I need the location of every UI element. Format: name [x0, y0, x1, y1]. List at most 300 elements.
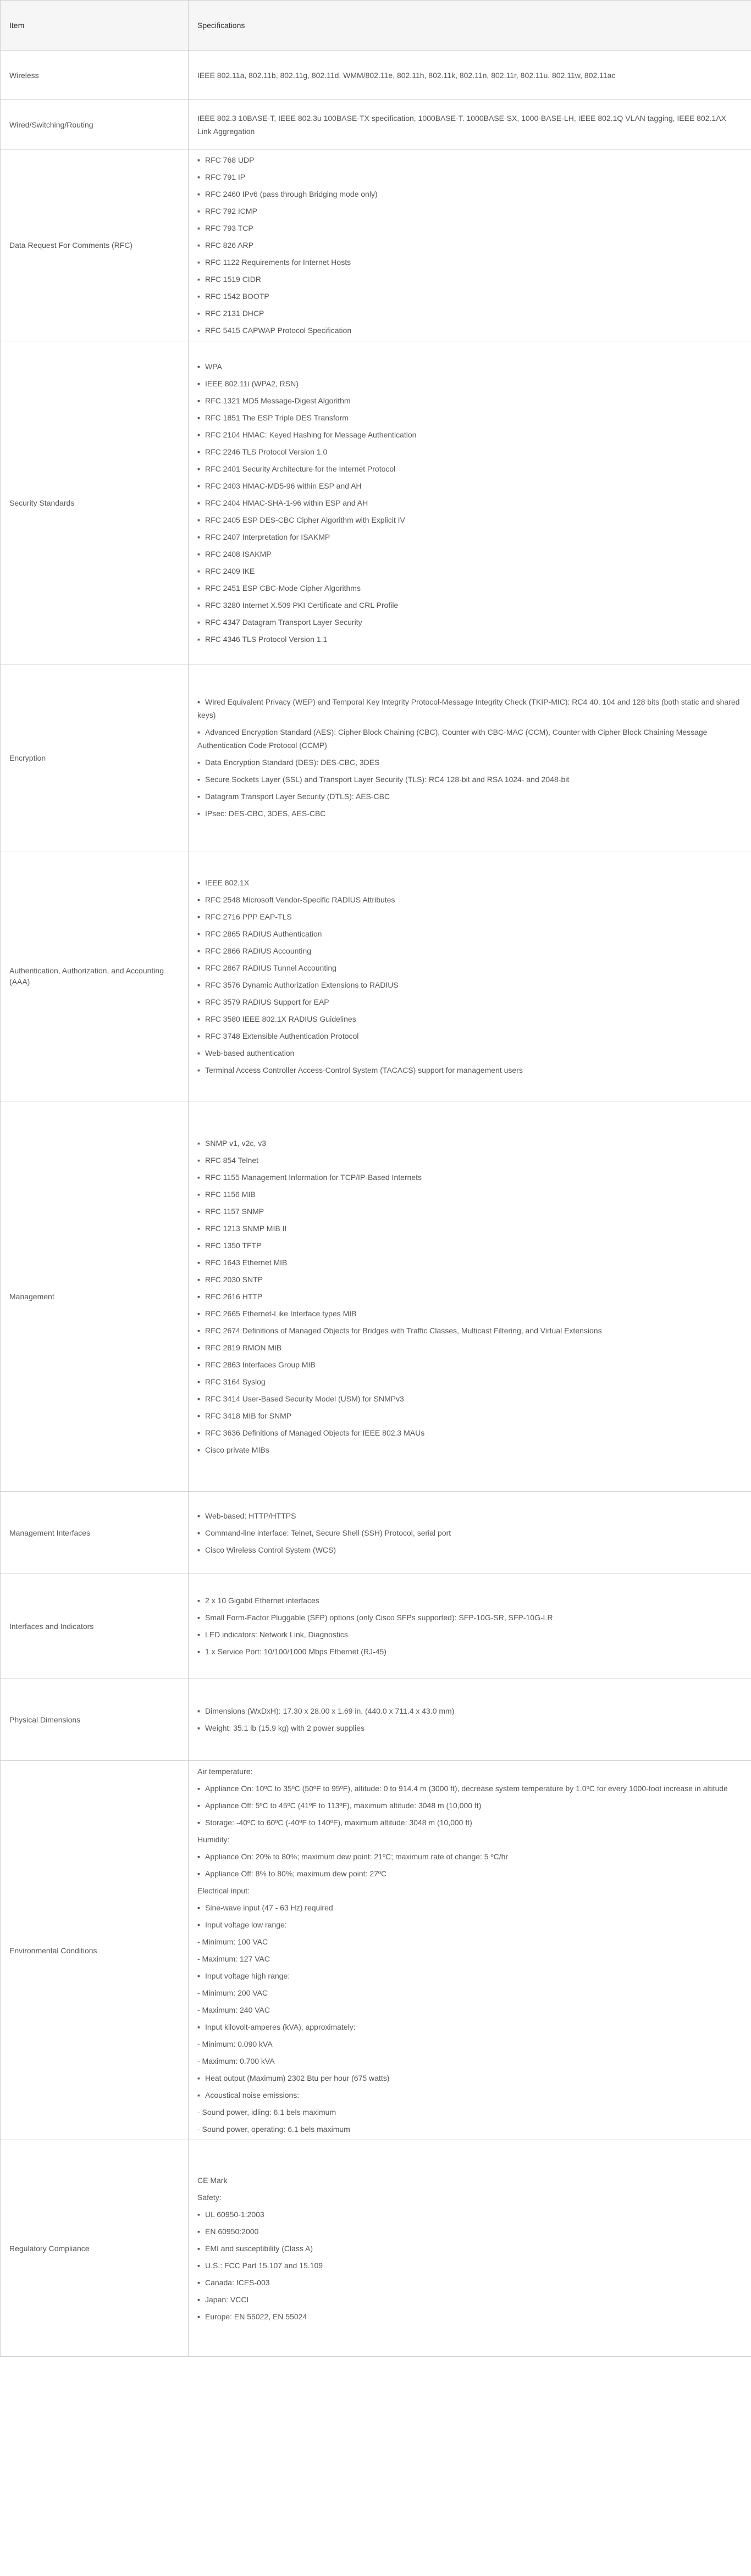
specification-list: [197, 1594, 742, 1658]
table-header-row: [1, 1, 751, 51]
bullet-icon: ▪: [197, 997, 200, 1006]
list-item: [197, 2106, 742, 2119]
bullet-icon: ▪: [197, 1445, 200, 1454]
list-item-text: RFC 1122 Requirements for Internet Hosts: [205, 258, 351, 267]
list-item-text: Safety:: [197, 2192, 222, 2202]
bullet-icon: ▪: [197, 2295, 200, 2304]
list-item: [197, 2242, 742, 2255]
list-item: [197, 1046, 742, 1060]
bullet-icon: ▪: [197, 634, 200, 644]
list-item: [197, 496, 742, 509]
bullet-icon: ▪: [197, 1343, 200, 1352]
bullet-icon: ▪: [197, 1724, 200, 1732]
list-item-text: RFC 2404 HMAC-SHA-1-96 within ESP and AH: [205, 498, 368, 507]
list-item-text: RFC 1519 CIDR: [205, 275, 261, 284]
table-row: [1, 2140, 751, 2357]
list-item-text: Input voltage high range:: [205, 1971, 290, 1980]
list-item-text: RFC 2030 SNTP: [205, 1275, 263, 1284]
list-item-text: Appliance Off: 8% to 80%; maximum dew point: 27ºC: [205, 1869, 387, 1878]
list-item: [197, 290, 742, 303]
list-item-text: WPA: [205, 362, 222, 371]
list-item: [197, 1901, 742, 1914]
specification-list: [197, 876, 742, 1077]
bullet-icon: ▪: [197, 224, 200, 232]
list-item: [197, 2191, 742, 2204]
list-item-text: RFC 791 IP: [205, 173, 246, 181]
list-item: [197, 756, 742, 769]
list-item-text: - Maximum: 0.700 kVA: [197, 2057, 275, 2065]
bullet-icon: ▪: [197, 1048, 200, 1057]
list-item-text: RFC 2405 ESP DES-CBC Cipher Algorithm with Explicit IV: [205, 515, 405, 524]
list-item: [197, 1273, 742, 1286]
list-item: [197, 411, 742, 424]
list-item-text: RFC 3576 Dynamic Authorization Extensions to RADIUS: [205, 980, 399, 989]
list-item-text: Storage: -40ºC to 60ºC (-40ºF to 140ºF), maximum altitude: 3048 m (10,000 ft): [205, 1818, 472, 1827]
list-item-text: Cisco Wireless Control System (WCS): [205, 1545, 336, 1554]
list-item: [197, 1392, 742, 1405]
bullet-icon: ▪: [197, 258, 200, 267]
bullet-icon: ▪: [197, 1545, 200, 1554]
list-item: [197, 1628, 742, 1641]
bullet-icon: ▪: [197, 1189, 200, 1199]
bullet-icon: ▪: [197, 809, 200, 818]
list-item-text: RFC 1643 Ethernet MIB: [205, 1257, 288, 1267]
list-item: [197, 2276, 742, 2289]
bullet-icon: ▪: [197, 946, 200, 955]
list-item: [197, 1188, 742, 1201]
list-item-text: RFC 4347 Datagram Transport Layer Security: [205, 617, 362, 627]
list-item: [197, 513, 742, 527]
list-item: [197, 1012, 742, 1026]
header-specifications: Specifications: [189, 1, 751, 51]
list-item: [197, 153, 742, 167]
bullet-icon: ▪: [197, 2209, 200, 2219]
list-item-text: RFC 2866 RADIUS Accounting: [205, 946, 311, 955]
bullet-icon: ▪: [197, 1971, 200, 1980]
list-item: [197, 927, 742, 940]
list-item: [197, 1358, 742, 1371]
bullet-icon: ▪: [197, 1377, 200, 1386]
list-item-text: EMI and susceptibility (Class A): [205, 2243, 313, 2253]
list-item: [197, 1324, 742, 1337]
list-item: [197, 1509, 742, 1522]
list-item: [197, 995, 742, 1009]
list-item: [197, 725, 742, 752]
list-item: [197, 633, 742, 646]
list-item: [197, 1918, 742, 1931]
list-item: [197, 2020, 742, 2034]
table-row: [1, 1492, 751, 1574]
list-item-text: RFC 1350 TFTP: [205, 1240, 262, 1250]
row-item-name: Regulatory Compliance: [1, 2140, 189, 2357]
list-item-text: Air temperature:: [197, 1767, 253, 1776]
list-item: [197, 1782, 742, 1795]
list-item: [197, 1594, 742, 1607]
list-item-text: Electrical input:: [197, 1886, 250, 1895]
list-item: [197, 1029, 742, 1043]
bullet-icon: ▪: [197, 617, 200, 627]
bullet-icon: ▪: [197, 1630, 200, 1639]
bullet-icon: ▪: [197, 413, 200, 422]
row-item-name: Encryption: [1, 664, 189, 851]
bullet-icon: ▪: [197, 362, 200, 371]
bullet-icon: ▪: [197, 1257, 200, 1267]
list-item: [197, 1969, 742, 1982]
list-item: [197, 1721, 742, 1735]
list-item-text: Cisco private MIBs: [205, 1445, 269, 1454]
list-item: [197, 944, 742, 957]
list-item: [197, 1256, 742, 1269]
bullet-icon: ▪: [197, 1818, 200, 1827]
row-specification: [189, 1492, 751, 1574]
list-item-text: RFC 2131 DHCP: [205, 309, 264, 318]
list-item: [197, 1205, 742, 1218]
row-specification: [189, 100, 751, 149]
list-item-text: RFC 1156 MIB: [205, 1189, 256, 1199]
bullet-icon: ▪: [197, 396, 200, 405]
list-item-text: LED indicators: Network Link, Diagnostics: [205, 1630, 348, 1639]
list-item-text: RFC 2548 Microsoft Vendor-Specific RADIUS Attributes: [205, 895, 395, 904]
bullet-icon: ▪: [197, 532, 200, 541]
bullet-icon: ▪: [197, 1360, 200, 1369]
list-item-text: RFC 2867 RADIUS Tunnel Accounting: [205, 963, 336, 972]
bullet-icon: ▪: [197, 1206, 200, 1216]
specification-list: [197, 1704, 742, 1735]
list-item: [197, 1307, 742, 1320]
list-item-text: RFC 3579 RADIUS Support for EAP: [205, 997, 329, 1006]
bullet-icon: ▪: [197, 1920, 200, 1929]
bullet-icon: ▪: [197, 1223, 200, 1233]
table-row: [1, 664, 751, 851]
list-item-text: RFC 1155 Management Information for TCP/IP-Based Internets: [205, 1172, 422, 1182]
list-item: [197, 2123, 742, 2136]
bullet-icon: ▪: [197, 878, 200, 887]
list-item: [197, 1952, 742, 1965]
list-item: [197, 1816, 742, 1829]
list-item: [197, 428, 742, 441]
list-item: [197, 1222, 742, 1235]
list-item-text: Humidity:: [197, 1835, 230, 1844]
list-item: [197, 360, 742, 373]
list-item-text: RFC 2451 ESP CBC-Mode Cipher Algorithms: [205, 583, 361, 592]
table-row: [1, 1678, 751, 1761]
list-item-text: CE Mark: [197, 2175, 228, 2185]
row-item-name: Environmental Conditions: [1, 1761, 189, 2140]
list-item-text: U.S.: FCC Part 15.107 and 15.109: [205, 2261, 323, 2270]
row-specification: [189, 1761, 751, 2140]
list-item-text: RFC 2408 ISAKMP: [205, 549, 272, 558]
specification-list: [197, 2174, 742, 2323]
bullet-icon: ▪: [197, 1155, 200, 1165]
list-item-text: RFC 3580 IEEE 802.1X RADIUS Guidelines: [205, 1014, 356, 1023]
list-item: [197, 790, 742, 803]
bullet-icon: ▪: [197, 379, 200, 388]
bullet-icon: ▪: [197, 275, 200, 284]
list-item: [197, 239, 742, 252]
specification-text: IEEE 802.3 10BASE-T, IEEE 802.3u 100BASE-TX specification, 1000BASE-T. 1000BASE-SX, 1000-BASE-LH, IEEE 802.1Q VLAN tagging, IEEE 802.1AX Link Aggregation: [197, 113, 726, 136]
list-item-text: RFC 5415 CAPWAP Protocol Specification: [205, 326, 352, 335]
list-item-text: RFC 2863 Interfaces Group MIB: [205, 1360, 316, 1369]
list-item-text: Acoustical noise emissions:: [205, 2091, 300, 2099]
list-item: [197, 2310, 742, 2323]
list-item-text: RFC 826 ARP: [205, 241, 253, 250]
bullet-icon: ▪: [197, 292, 200, 301]
bullet-icon: ▪: [197, 241, 200, 250]
bullet-icon: ▪: [197, 1647, 200, 1656]
bullet-icon: ▪: [197, 2261, 200, 2270]
list-item-text: - Minimum: 0.090 kVA: [197, 2040, 273, 2048]
list-item: [197, 394, 742, 407]
list-item: [197, 1375, 742, 1388]
bullet-icon: ▪: [197, 600, 200, 610]
list-item: [197, 1171, 742, 1184]
list-item-text: RFC 2865 RADIUS Authentication: [205, 929, 322, 938]
table-row: [1, 1574, 751, 1678]
list-item: [197, 1239, 742, 1252]
row-specification: [189, 1678, 751, 1761]
list-item-text: RFC 3280 Internet X.509 PKI Certificate and CRL Profile: [205, 600, 399, 610]
bullet-icon: ▪: [197, 1903, 200, 1912]
row-specification: [189, 1101, 751, 1492]
table-row: [1, 851, 751, 1101]
list-item-text: Wired Equivalent Privacy (WEP) and Temporal Key Integrity Protocol-Message Integrity Check (TKIP-MIC): RC4 40, 104 and 128 bits (both static and shared keys): [197, 697, 740, 719]
bullet-icon: ▪: [197, 1309, 200, 1318]
list-item: [197, 377, 742, 390]
list-item: [197, 2293, 742, 2306]
bullet-icon: ▪: [197, 912, 200, 921]
bullet-icon: ▪: [197, 728, 200, 736]
list-item-text: RFC 3636 Definitions of Managed Objects for IEEE 802.3 MAUs: [205, 1428, 425, 1437]
list-item: [197, 876, 742, 889]
bullet-icon: ▪: [197, 156, 200, 164]
list-item: [197, 616, 742, 629]
list-item: [197, 1850, 742, 1863]
bullet-icon: ▪: [197, 980, 200, 989]
list-item-text: RFC 2403 HMAC-MD5-96 within ESP and AH: [205, 481, 362, 490]
header-item: Item: [1, 1, 189, 51]
list-item: [197, 2208, 742, 2221]
row-specification: [189, 149, 751, 341]
bullet-icon: ▪: [197, 1801, 200, 1810]
list-item: [197, 1443, 742, 1456]
bullet-icon: ▪: [197, 190, 200, 198]
list-item-text: Weight: 35.1 lb (15.9 kg) with 2 power supplies: [205, 1724, 365, 1732]
list-item-text: IEEE 802.1X: [205, 878, 250, 887]
row-item-name: Physical Dimensions: [1, 1678, 189, 1761]
row-item-name: Security Standards: [1, 341, 189, 664]
bullet-icon: ▪: [197, 1613, 200, 1622]
list-item-text: 1 x Service Port: 10/100/1000 Mbps Ethernet (RJ-45): [205, 1647, 386, 1656]
row-specification: [189, 51, 751, 100]
row-specification: [189, 341, 751, 664]
list-item: [197, 307, 742, 320]
bullet-icon: ▪: [197, 447, 200, 456]
bullet-icon: ▪: [197, 309, 200, 318]
row-specification: [189, 2140, 751, 2357]
list-item: [197, 1799, 742, 1812]
bullet-icon: ▪: [197, 2091, 200, 2099]
row-item-name: Interfaces and Indicators: [1, 1574, 189, 1678]
list-item-text: RFC 1213 SNMP MIB II: [205, 1223, 287, 1233]
list-item: [197, 1409, 742, 1422]
list-item: [197, 1063, 742, 1077]
list-item: [197, 2003, 742, 2017]
list-item-text: Appliance Off: 5ºC to 45ºC (41ºF to 113ºF), maximum altitude: 3048 m (10,000 ft): [205, 1801, 482, 1810]
row-specification: [189, 664, 751, 851]
bullet-icon: ▪: [197, 1528, 200, 1537]
bullet-icon: ▪: [197, 1784, 200, 1793]
bullet-icon: ▪: [197, 430, 200, 439]
bullet-icon: ▪: [197, 1869, 200, 1878]
list-item-text: - Minimum: 100 VAC: [197, 1937, 268, 1946]
list-item: [197, 1884, 742, 1897]
list-item-text: Heat output (Maximum) 2302 Btu per hour (675 watts): [205, 2074, 390, 2082]
list-item: [197, 1137, 742, 1150]
table-row: [1, 100, 751, 149]
list-item-text: RFC 3418 MIB for SNMP: [205, 1411, 292, 1420]
list-item: [197, 1645, 742, 1658]
list-item: [197, 2037, 742, 2051]
bullet-icon: ▪: [197, 2074, 200, 2082]
list-item: [197, 170, 742, 184]
bullet-icon: ▪: [197, 1326, 200, 1335]
bullet-icon: ▪: [197, 1411, 200, 1420]
list-item-text: Sine-wave input (47 - 63 Hz) required: [205, 1903, 333, 1912]
list-item: [197, 1290, 742, 1303]
list-item-text: RFC 3748 Extensible Authentication Protocol: [205, 1031, 359, 1040]
list-item-text: RFC 4346 TLS Protocol Version 1.1: [205, 634, 328, 644]
table-row: [1, 1101, 751, 1492]
bullet-icon: ▪: [197, 498, 200, 507]
bullet-icon: ▪: [197, 207, 200, 215]
list-item-text: Appliance On: 10ºC to 35ºC (50ºF to 95ºF), altitude: 0 to 914.4 m (3000 ft), decrease system temperature by 1.0ºC for every 1000-foot increase in altitude: [205, 1784, 728, 1793]
bullet-icon: ▪: [197, 895, 200, 904]
list-item: [197, 1526, 742, 1539]
list-item-text: RFC 2407 Interpretation for ISAKMP: [205, 532, 330, 541]
list-item-text: Small Form-Factor Pluggable (SFP) options (only Cisco SFPs supported): SFP-10G-SR, SFP-10G-LR: [205, 1613, 553, 1622]
list-item: [197, 599, 742, 612]
list-item-text: RFC 2674 Definitions of Managed Objects for Bridges with Traffic Classes, Multicast Filtering, and Virtual Extensions: [205, 1326, 602, 1335]
bullet-icon: ▪: [197, 1596, 200, 1605]
list-item: [197, 1426, 742, 1439]
list-item-text: RFC 2616 HTTP: [205, 1292, 263, 1301]
list-item: [197, 2054, 742, 2068]
bullet-icon: ▪: [197, 697, 200, 706]
list-item-text: RFC 792 ICMP: [205, 207, 257, 215]
list-item-text: - Maximum: 240 VAC: [197, 2006, 270, 2014]
list-item-text: Data Encryption Standard (DES): DES-CBC, 3DES: [205, 758, 380, 767]
row-specification: [189, 1574, 751, 1678]
list-item-text: - Sound power, operating: 6.1 bels maximum: [197, 2125, 350, 2134]
bullet-icon: ▪: [197, 566, 200, 575]
list-item-text: UL 60950-1:2003: [205, 2209, 264, 2219]
list-item-text: Europe: EN 55022, EN 55024: [205, 2312, 307, 2321]
list-item: [197, 564, 742, 578]
specification-list: [197, 1137, 742, 1456]
list-item: [197, 1833, 742, 1846]
list-item: [197, 530, 742, 544]
bullet-icon: ▪: [197, 1031, 200, 1040]
row-item-name: Wired/Switching/Routing: [1, 100, 189, 149]
row-item-name: Authentication, Authorization, and Accounting (AAA): [1, 851, 189, 1101]
bullet-icon: ▪: [197, 1240, 200, 1250]
table-row: [1, 1761, 751, 2140]
bullet-icon: ▪: [197, 1511, 200, 1520]
specification-list: [197, 695, 742, 820]
specification-list: [197, 153, 742, 337]
list-item: [197, 581, 742, 595]
list-item-text: IEEE 802.11i (WPA2, RSN): [205, 379, 299, 388]
list-item-text: RFC 768 UDP: [205, 156, 255, 164]
list-item: [197, 2225, 742, 2238]
bullet-icon: ▪: [197, 1707, 200, 1715]
bullet-icon: ▪: [197, 1394, 200, 1403]
list-item: [197, 1341, 742, 1354]
list-item: [197, 256, 742, 269]
list-item-text: RFC 1851 The ESP Triple DES Transform: [205, 413, 349, 422]
specification-list: [197, 1509, 742, 1556]
list-item: [197, 893, 742, 906]
bullet-icon: ▪: [197, 1014, 200, 1023]
list-item-text: Dimensions (WxDxH): 17.30 x 28.00 x 1.69 in. (440.0 x 711.4 x 43.0 mm): [205, 1707, 455, 1715]
bullet-icon: ▪: [197, 1172, 200, 1182]
list-item-text: RFC 2665 Ethernet-Like Interface types MIB: [205, 1309, 357, 1318]
list-item-text: 2 x 10 Gigabit Ethernet interfaces: [205, 1596, 319, 1605]
list-item-text: - Maximum: 127 VAC: [197, 1954, 270, 1963]
list-item-text: RFC 2104 HMAC: Keyed Hashing for Message Authentication: [205, 430, 417, 439]
list-item: [197, 807, 742, 820]
list-item: [197, 695, 742, 722]
list-item: [197, 479, 742, 492]
list-item-text: Command-line interface: Telnet, Secure Shell (SSH) Protocol, serial port: [205, 1528, 451, 1537]
list-item-text: RFC 2246 TLS Protocol Version 1.0: [205, 447, 328, 456]
bullet-icon: ▪: [197, 1275, 200, 1284]
list-item: [197, 910, 742, 923]
bullet-icon: ▪: [197, 1428, 200, 1437]
row-item-name: Management Interfaces: [1, 1492, 189, 1574]
bullet-icon: ▪: [197, 173, 200, 181]
list-item: [197, 547, 742, 561]
list-item-text: SNMP v1, v2c, v3: [205, 1138, 267, 1148]
bullet-icon: ▪: [197, 481, 200, 490]
bullet-icon: ▪: [197, 775, 200, 784]
table-body: [1, 51, 751, 2357]
list-item: [197, 1154, 742, 1167]
bullet-icon: ▪: [197, 1138, 200, 1148]
list-item-text: Secure Sockets Layer (SSL) and Transport Layer Security (TLS): RC4 128-bit and RSA 1024- and 2048-bit: [205, 775, 570, 784]
list-item-text: - Sound power, idling: 6.1 bels maximum: [197, 2108, 336, 2117]
list-item-text: RFC 793 TCP: [205, 224, 253, 232]
list-item-text: Canada: ICES-003: [205, 2278, 270, 2287]
bullet-icon: ▪: [197, 929, 200, 938]
list-item: [197, 1867, 742, 1880]
list-item: [197, 324, 742, 337]
bullet-icon: ▪: [197, 758, 200, 767]
list-item-text: RFC 2409 IKE: [205, 566, 255, 575]
list-item-text: Web-based: HTTP/HTTPS: [205, 1511, 296, 1520]
row-specification: [189, 851, 751, 1101]
list-item: [197, 2259, 742, 2272]
list-item-text: Terminal Access Controller Access-Control System (TACACS) support for management users: [205, 1065, 523, 1074]
row-item-name: Data Request For Comments (RFC): [1, 149, 189, 341]
specification-list: [197, 360, 742, 646]
list-item: [197, 1986, 742, 1999]
table-row: [1, 51, 751, 100]
bullet-icon: ▪: [197, 2312, 200, 2321]
list-item: [197, 2174, 742, 2187]
list-item: [197, 978, 742, 991]
bullet-icon: ▪: [197, 1065, 200, 1074]
